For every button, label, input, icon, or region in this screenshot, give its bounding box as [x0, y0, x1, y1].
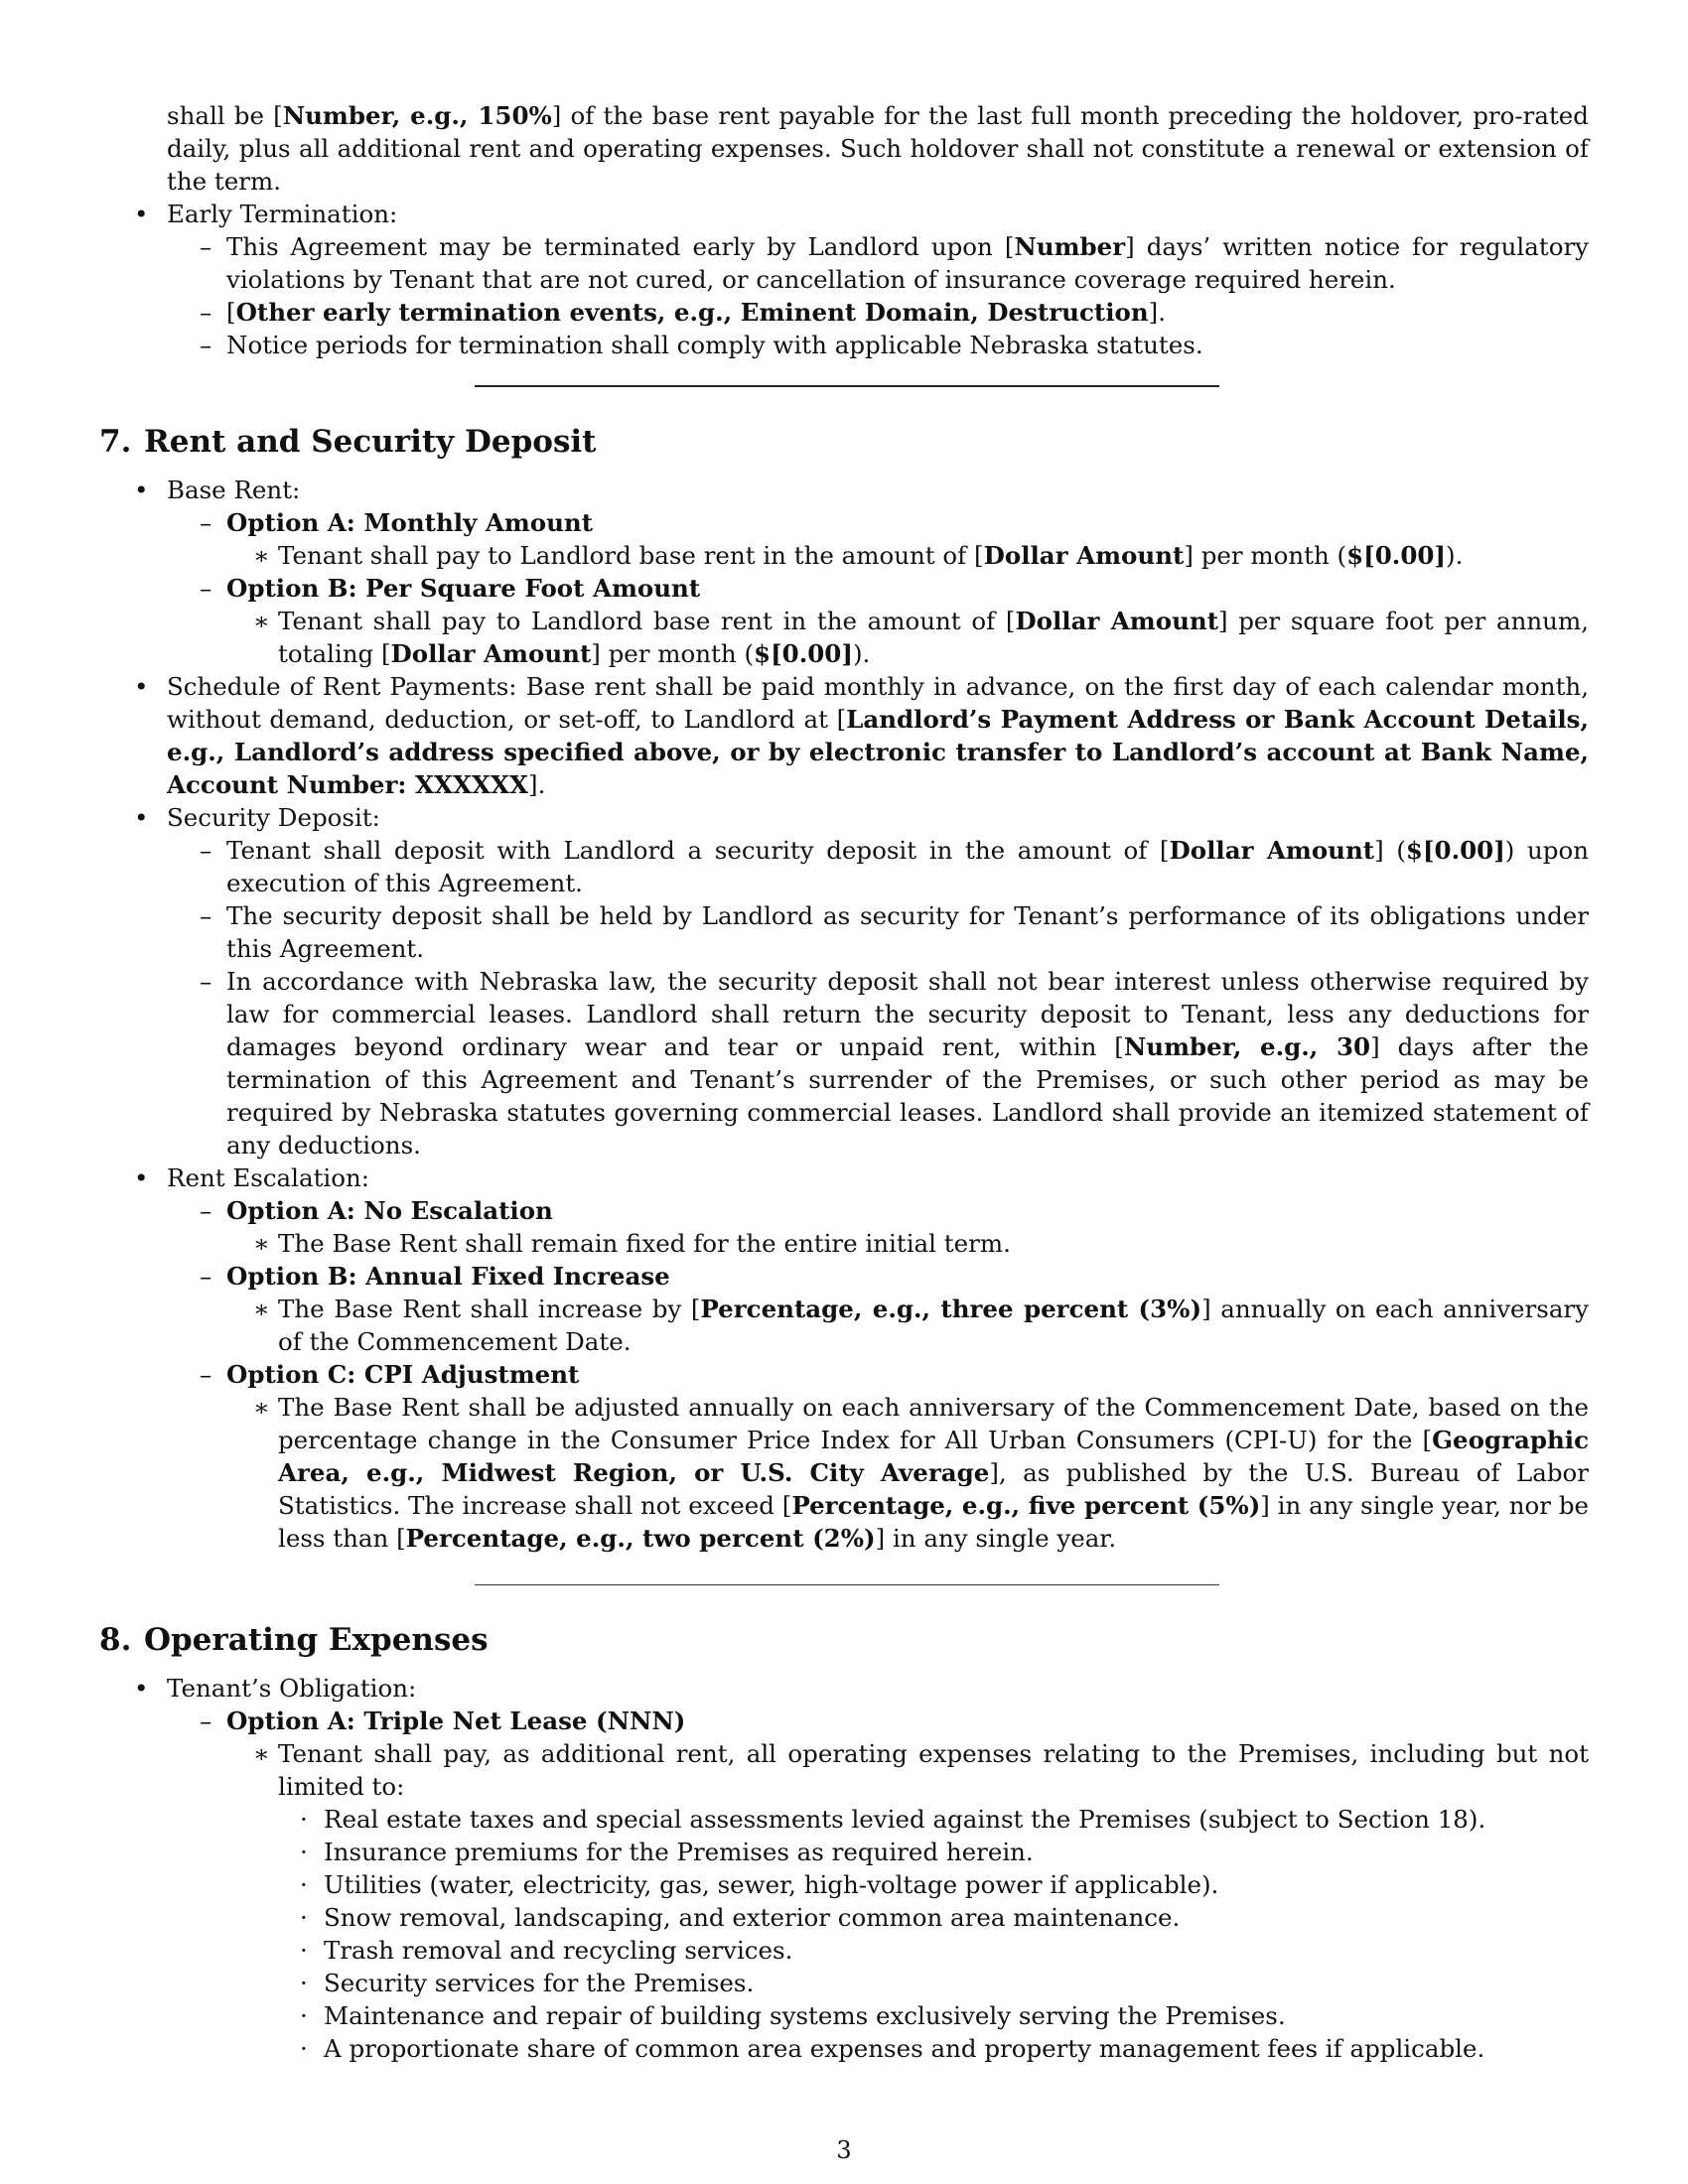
- text: Tenant shall deposit with Landlord a security deposit in the amount of [: [226, 836, 1170, 865]
- list-item-base-rent: [99, 474, 1589, 670]
- item-label: Base Rent:: [167, 476, 301, 504]
- expense-item: · Insurance premiums for the Premises as required herein.: [278, 1836, 1589, 1868]
- early-termination-sublist: [167, 230, 1589, 361]
- list-item: [167, 230, 1589, 296]
- text: ] (: [1374, 836, 1406, 865]
- text: [: [226, 298, 236, 327]
- option-item: [167, 1358, 1589, 1555]
- text: ] days’ written notice for regulatory violations by Tenant that are not cured, or cancellation of insurance coverage required herein.: [226, 232, 1589, 294]
- placeholder-text: Number, e.g., 150%: [282, 101, 552, 130]
- text: ] of the base rent payable for the last full month preceding the holdover, pro-rated daily, plus all additional rent and operating expenses. Such holdover shall not constitute a renewal or extension of the term.: [167, 101, 1589, 196]
- list-item: [226, 605, 1589, 670]
- text: Tenant shall pay to Landlord base rent in the amount of [: [278, 607, 1016, 635]
- placeholder-text: Number: [1014, 232, 1126, 261]
- expense-list: [278, 1803, 1589, 2065]
- list-item-rent-schedule: [99, 670, 1589, 801]
- list-item-rent-escalation: [99, 1161, 1589, 1555]
- expense-item: · Utilities (water, electricity, gas, sewer, high-voltage power if applicable).: [278, 1868, 1589, 1901]
- list-item: ∗ The Base Rent shall remain fixed for the entire initial term.: [226, 1227, 1589, 1260]
- option-item: [167, 506, 1589, 572]
- text: shall be [: [167, 101, 283, 130]
- option-item: [167, 572, 1589, 670]
- list-item: [226, 1391, 1589, 1555]
- text: The Base Rent shall be adjusted annually on each anniversary of the Commencement Date, based on the percentage change in the Consumer Price Index for All Urban Consumers (CPI-U) for the [: [278, 1393, 1589, 1454]
- placeholder-text: Percentage, e.g., five percent (5%): [791, 1491, 1261, 1520]
- section-heading-7: [99, 422, 1589, 462]
- section8-list: [99, 1672, 1589, 2065]
- option-label: Option B: Annual Fixed Increase: [226, 1262, 670, 1291]
- list-item: [226, 1293, 1589, 1358]
- placeholder-text: Dollar Amount: [1169, 836, 1375, 865]
- list-item: – Notice periods for termination shall comply with applicable Nebraska statutes.: [167, 329, 1589, 361]
- placeholder-text: Dollar Amount: [983, 541, 1185, 570]
- text: This Agreement may be terminated early by Landlord upon [: [226, 232, 1015, 261]
- option-item: [167, 1705, 1589, 2065]
- placeholder-text: Dollar Amount: [1015, 607, 1219, 635]
- continuation-list: [99, 198, 1589, 361]
- section-title: Operating Expenses: [144, 1622, 489, 1658]
- text: Schedule of Rent Payments: Base rent shall be paid monthly in advance, on the first day of each calendar month, without demand, deduction, or set-off, to Landlord at [: [167, 672, 1589, 734]
- placeholder-text: Other early termination events, e.g., Eminent Domain, Destruction: [235, 298, 1149, 327]
- expense-item: · Security services for the Premises.: [278, 1967, 1589, 1999]
- list-item: [226, 1737, 1589, 2065]
- option-item: [167, 1260, 1589, 1358]
- list-item: [167, 834, 1589, 899]
- option-label: Option C: CPI Adjustment: [226, 1360, 580, 1389]
- page-number: 3: [836, 2136, 852, 2164]
- security-deposit-sublist: [167, 834, 1589, 1161]
- text: In accordance with Nebraska law, the security deposit shall not bear interest unless otherwise required by law for commercial leases. Landlord shall return the security deposit to Tenant, less any deductions for damages beyond ordinary wear and tear or unpaid rent, within [: [226, 967, 1589, 1061]
- list-item-tenant-obligation: [99, 1672, 1589, 2065]
- option-item: [167, 1194, 1589, 1260]
- text: The Base Rent shall increase by [: [278, 1295, 701, 1323]
- option-label: Option A: Triple Net Lease (NNN): [226, 1706, 686, 1735]
- list-item-early-termination: [99, 198, 1589, 361]
- expense-item: · A proportionate share of common area expenses and property management fees if applicable.: [278, 2032, 1589, 2065]
- section-number: 7.: [99, 424, 132, 460]
- text: ).: [1446, 541, 1464, 570]
- placeholder-text: Geographic Area, e.g., Midwest Region, or U.S. City Average: [278, 1426, 1589, 1487]
- expense-item: · Snow removal, landscaping, and exterior common area maintenance.: [278, 1901, 1589, 1934]
- document-page: [99, 99, 1589, 2065]
- expense-item: · Maintenance and repair of building systems exclusively serving the Premises.: [278, 1999, 1589, 2032]
- placeholder-text: Dollar Amount: [390, 639, 592, 668]
- section7-list: [99, 474, 1589, 1555]
- text: ] per square foot per annum, totaling [: [278, 607, 1589, 668]
- option-label: Option A: No Escalation: [226, 1196, 553, 1225]
- option-details: [226, 1227, 1589, 1260]
- text: Tenant shall pay, as additional rent, all operating expenses relating to the Premises, including but not limited to:: [278, 1739, 1589, 1801]
- placeholder-text: Number, e.g., 30: [1123, 1032, 1371, 1061]
- option-details: [226, 605, 1589, 670]
- option-details: [226, 1293, 1589, 1358]
- escalation-options: [167, 1194, 1589, 1555]
- text: ], as published by the U.S. Bureau of Labor Statistics. The increase shall not exceed [: [278, 1458, 1589, 1520]
- placeholder-text: Percentage, e.g., two percent (2%): [405, 1524, 876, 1553]
- item-label: Tenant’s Obligation:: [167, 1674, 417, 1703]
- option-details: [226, 539, 1589, 572]
- option-details: [226, 1391, 1589, 1555]
- option-label: Option A: Monthly Amount: [226, 508, 594, 537]
- text: ) upon execution of this Agreement.: [226, 836, 1590, 897]
- text: ] per month (: [591, 639, 755, 668]
- text: ] in any single year.: [875, 1524, 1117, 1553]
- placeholder-text: Landlord’s Payment Address or Bank Account Details, e.g., Landlord’s address specified above, or by electronic transfer to Landlord’s account at Bank Name, Account Number: XXXXXX: [167, 705, 1590, 799]
- base-rent-options: [167, 506, 1589, 670]
- list-item-security-deposit: [99, 801, 1589, 1161]
- list-item: [167, 296, 1589, 329]
- holdover-paragraph: [167, 99, 1589, 198]
- text: ] annually on each anniversary of the Commencement Date.: [278, 1295, 1589, 1356]
- section-number: 8.: [99, 1622, 132, 1658]
- item-label: Rent Escalation:: [167, 1163, 370, 1192]
- section-heading-8: [99, 1620, 1589, 1660]
- placeholder-text: Percentage, e.g., three percent (3%): [700, 1295, 1202, 1323]
- text: ].: [528, 770, 546, 799]
- option-label: Option B: Per Square Foot Amount: [226, 574, 701, 603]
- list-item: [226, 539, 1589, 572]
- text: ] per month (: [1184, 541, 1347, 570]
- placeholder-text: $[0.00]: [1346, 541, 1447, 570]
- text: ] in any single year, nor be less than [: [278, 1491, 1590, 1553]
- placeholder-text: $[0.00]: [754, 639, 853, 668]
- item-label: Early Termination:: [167, 200, 398, 228]
- text: Tenant shall pay to Landlord base rent in the amount of [: [278, 541, 984, 570]
- text: ).: [852, 639, 871, 668]
- placeholder-text: $[0.00]: [1405, 836, 1505, 865]
- list-item: – The security deposit shall be held by Landlord as security for Tenant’s performance of its obligations under this Agreement.: [167, 899, 1589, 965]
- tenant-obligation-options: [167, 1705, 1589, 2065]
- section-title: Rent and Security Deposit: [144, 424, 597, 460]
- item-label: Security Deposit:: [167, 803, 380, 832]
- list-item: [167, 965, 1589, 1161]
- expense-item: · Real estate taxes and special assessments levied against the Premises (subject to Section 18).: [278, 1803, 1589, 1836]
- option-details: [226, 1737, 1589, 2065]
- text: ].: [1148, 298, 1167, 327]
- text: ] days after the termination of this Agreement and Tenant’s surrender of the Premises, or such other period as may be required by Nebraska statutes governing commercial leases. Landlord shall provide an itemized statement of any deductions.: [226, 1032, 1589, 1160]
- expense-item: · Trash removal and recycling services.: [278, 1934, 1589, 1967]
